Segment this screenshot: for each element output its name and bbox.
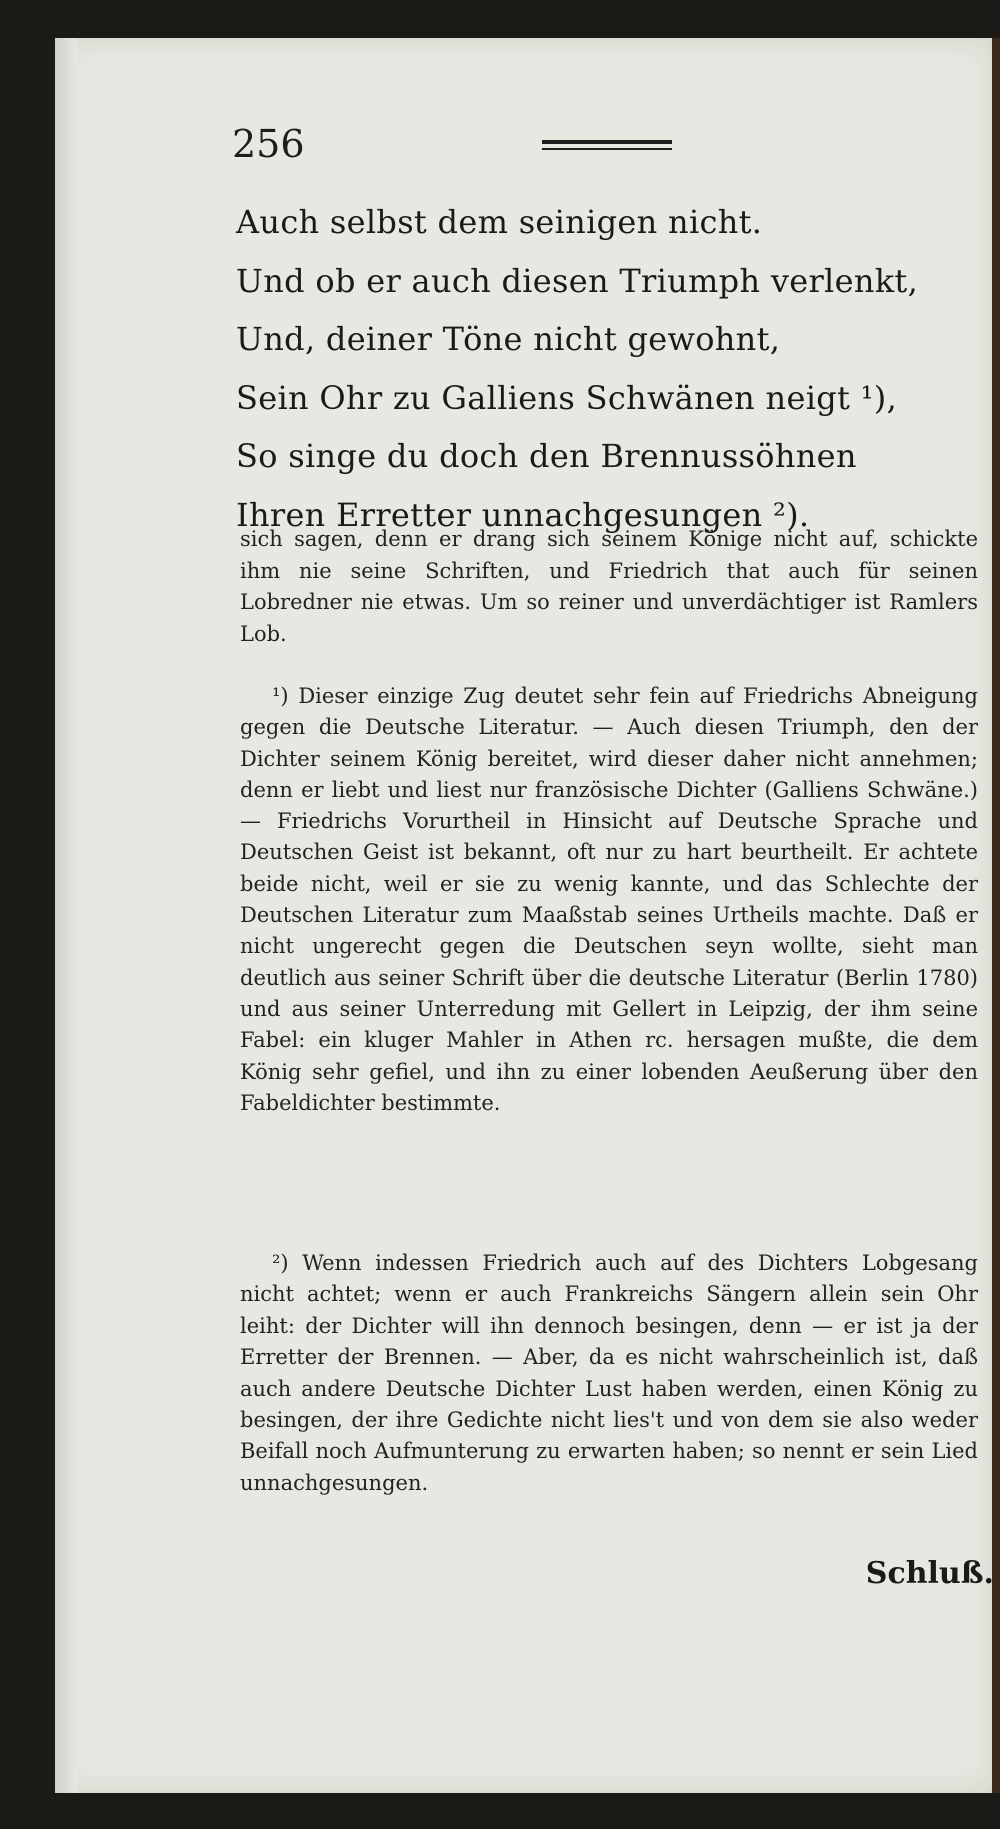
verse-line: Sein Ohr zu Galliens Schwänen neigt ¹), (236, 378, 898, 417)
header-rule (542, 140, 672, 150)
page-gutter (55, 38, 77, 1793)
verse-line: Und ob er auch diesen Triumph verlenkt, (236, 261, 919, 300)
verse-line: Auch selbst dem seinigen nicht. (236, 203, 763, 241)
commentary-paragraph: sich sagen, denn er drang sich seinem Könige nicht auf, schickte ihm nie seine Schriften, und Friedrich that auch für seinen Lobredner nie etwas. Um so reiner und unverdächtiger ist Ramlers Lob. (240, 527, 978, 646)
page-number: 256 (232, 122, 305, 166)
closing-word: Schluß. (865, 1556, 994, 1591)
verse-line: So singe du doch den Brennussöhnen (236, 437, 857, 476)
footnote-1: ¹) Dieser einzige Zug deutet sehr fein auf Friedrichs Abneigung gegen die Deutsche Literatur. — Auch diesen Triumph, den der Dichter seinem König bereitet, wird dieser daher nicht annehmen; denn er liebt und liest nur französische Dichter (Galliens Schwäne.) — Friedrichs Vorurtheil in Hinsicht auf Deutsche Sprache und Deutschen Geist ist bekannt, oft nur zu hart beurtheilt. Er achtete beide nicht, weil er sie zu wenig kannte, und das Schlechte der Deutschen Literatur zum Maaßstab seines Urtheils machte. Daß er nicht ungerecht gegen die Deutschen seyn wollte, sieht man deutlich aus seiner Schrift über die deutsche Literatur (Berlin 1780) und aus seiner Unterredung mit Gellert in Leipzig, der ihm seine Fabel: ein kluger Mahler in Athen rc. hersagen mußte, die dem König sehr gefiel, und ihn zu einer lobenden Aeußerung über den Fabeldichter bestimmte. (240, 684, 978, 1115)
verse-line: Ihren Erretter unnachgesungen ²). (236, 495, 810, 534)
poem-verse (236, 193, 919, 545)
book-edge (992, 38, 1000, 1793)
verse-line: Und, deiner Töne nicht gewohnt, (236, 320, 781, 359)
footnote-2: ²) Wenn indessen Friedrich auch auf des Dichters Lobgesang nicht achtet; wenn er auch Frankreichs Sängern allein sein Ohr leiht: der Dichter will ihn dennoch besingen, denn — er ist ja der Erretter der Brennen. — Aber, da es nicht wahrscheinlich ist, daß auch andere Deutsche Dichter Lust haben werden, einen König zu besingen, der ihre Gedichte nicht lies't und von dem sie also weder Beifall noch Aufmunterung zu erwarten haben; so nennt er sein Lied unnachgesungen. (240, 1251, 978, 1495)
